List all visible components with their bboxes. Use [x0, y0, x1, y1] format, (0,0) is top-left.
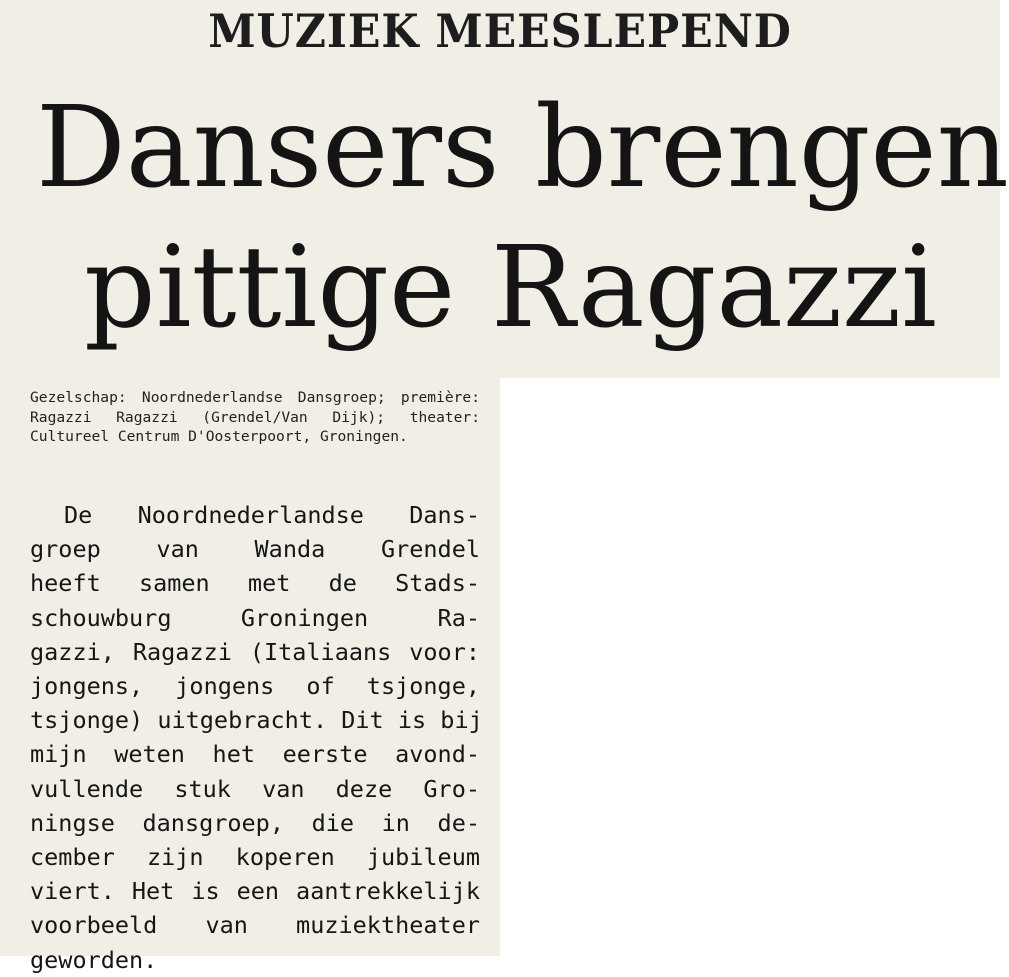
headline-line-1: Dansers brengen: [36, 83, 1009, 213]
article-credits: Gezelschap: Noordnederlandse Dansgroep; première: Ragazzi Ragazzi (Grendel/Van Dijk); theater: Cultureel Centrum D'Oosterpoort, Groningen.: [30, 389, 480, 445]
lead-line: tsjonge) uitgebracht. Dit is bij: [30, 706, 483, 735]
article-kicker: MUZIEK MEESLEPEND: [208, 4, 792, 58]
lead-line: groep van Wanda Grendel: [30, 535, 480, 564]
lead-line: geworden.: [30, 945, 158, 974]
lead-line: schouwburg Groningen Ra-: [30, 603, 480, 632]
article-lead-paragraph: [30, 498, 483, 977]
lead-line: mijn weten het eerste avond-: [30, 740, 480, 769]
lead-line: heeft samen met de Stads-: [30, 569, 480, 598]
lead-line: cember zijn koperen jubileum: [30, 843, 480, 872]
headline-line-2: pittige Ragazzi: [84, 223, 937, 353]
lead-line: jongens, jongens of tsjonge,: [30, 672, 480, 701]
lead-line: voorbeeld van muziektheater: [30, 911, 480, 940]
lead-line: De Noordnederlandse Dans-: [64, 501, 480, 529]
lead-line: gazzi, Ragazzi (Italiaans voor:: [30, 637, 480, 666]
lead-line: vullende stuk van deze Gro-: [30, 774, 480, 803]
clipping-header-area: [0, 0, 1009, 378]
lead-line: viert. Het is een aantrekkelijk: [30, 877, 480, 906]
article-headline: [36, 78, 1009, 358]
lead-line: ningse dansgroep, die in de-: [30, 808, 480, 837]
